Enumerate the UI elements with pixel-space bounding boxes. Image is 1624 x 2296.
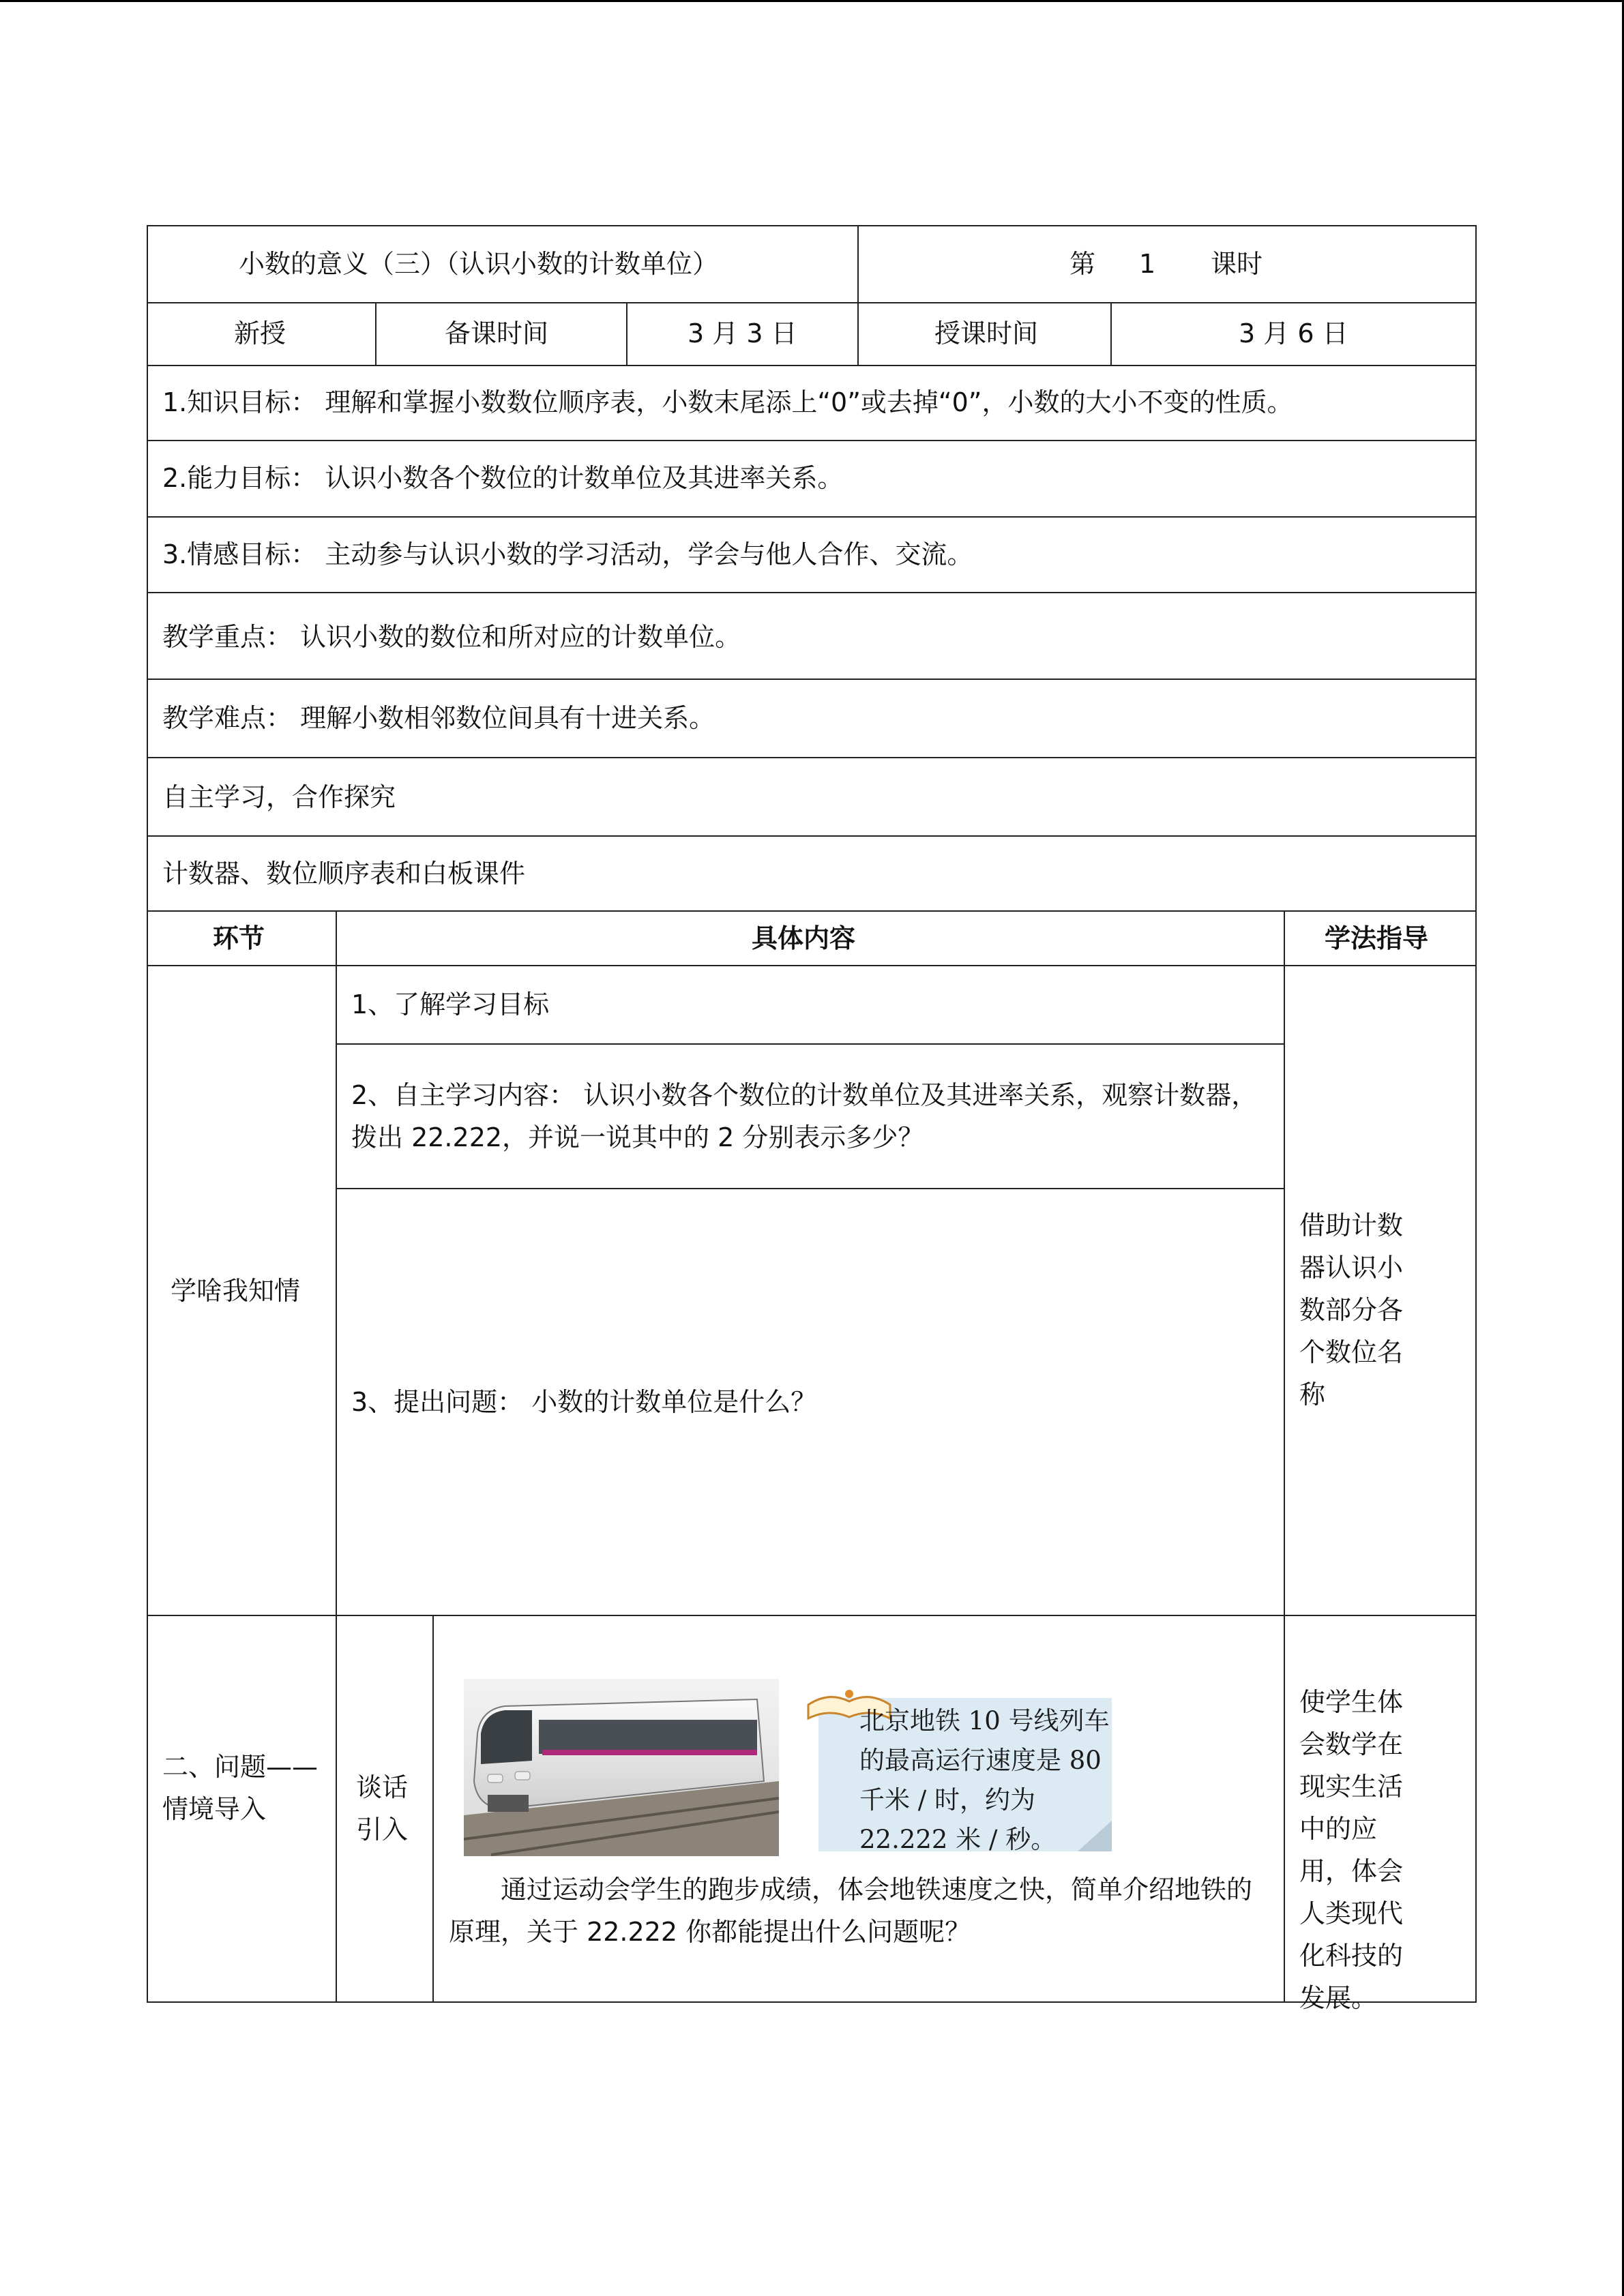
period-suffix: 课时 — [1211, 249, 1263, 279]
callout-text: 北京地铁 10 号线列车的最高运行速度是 80 千米 / 时，约为 22.222 米 / 秒。 — [859, 1706, 1110, 1854]
emotion-goal: 3.情感目标： 主动参与认识小数的学习活动，学会与他人合作、交流。 — [162, 539, 973, 569]
table-line — [336, 910, 337, 2003]
prep-date: 3 月 3 日 — [688, 318, 797, 348]
period-number: 1 — [1139, 249, 1156, 279]
table-line — [375, 302, 377, 365]
table-line — [147, 225, 148, 2003]
section1-item-3: 3、提出问题： 小数的计数单位是什么？ — [351, 1387, 817, 1417]
table-line — [336, 1188, 1284, 1189]
column-header-stage: 环节 — [213, 923, 265, 953]
table-line — [147, 910, 1477, 912]
table-line — [857, 225, 859, 365]
table-line — [336, 1043, 1284, 1045]
section1-guidance: 借助计数器认识小数部分各个数位名称 — [1299, 1210, 1404, 1410]
table-line — [147, 679, 1477, 680]
column-header-content: 具体内容 — [752, 923, 856, 953]
table-line — [1475, 225, 1477, 2003]
section1-item-1: 1、了解学习目标 — [351, 989, 550, 1019]
table-line — [147, 592, 1477, 593]
table-line — [147, 965, 1477, 966]
table-line — [147, 365, 1477, 366]
table-line — [1110, 302, 1112, 365]
section1-stage: 学啥我知情 — [171, 1276, 301, 1306]
section1-item-2: 2、自主学习内容： 认识小数各个数位的计数单位及其进率关系，观察计数器，拨出 22.222，并说一说其中的 2 分别表示多少？ — [351, 1080, 1258, 1152]
table-line — [147, 1615, 1477, 1616]
teaching-materials: 计数器、数位顺序表和白板课件 — [162, 859, 526, 889]
teach-date: 3 月 6 日 — [1239, 318, 1348, 348]
table-line — [147, 440, 1477, 441]
teaching-method: 自主学习，合作探究 — [162, 782, 396, 812]
table-line — [432, 1615, 434, 2003]
section2-stage: 二、问题——情境导入 — [162, 1752, 319, 1824]
table-line — [626, 302, 628, 365]
section2-text: 通过运动会学生的跑步成绩，体会地铁速度之快，简单介绍地铁的原理，关于 22.222 你都能提出什么问题呢？ — [449, 1875, 1253, 1947]
lesson-type: 新授 — [234, 318, 286, 348]
table-line — [147, 2001, 1477, 2003]
difficulty: 教学难点： 理解小数相邻数位间具有十进关系。 — [162, 703, 715, 733]
table-line — [147, 835, 1477, 837]
prep-time-label: 备课时间 — [445, 318, 549, 348]
knowledge-goal: 1.知识目标： 理解和掌握小数数位顺序表，小数末尾添上“0”或去掉“0”，小数的大小不变的性质。 — [162, 387, 1293, 417]
lesson-title: 小数的意义（三）（认识小数的计数单位） — [239, 249, 719, 279]
subway-train-photo — [464, 1679, 779, 1856]
period-prefix: 第 — [1069, 249, 1096, 279]
ability-goal: 2.能力目标： 认识小数各个数位的计数单位及其进率关系。 — [162, 463, 844, 493]
table-line — [147, 516, 1477, 518]
key-point: 教学重点： 认识小数的数位和所对应的计数单位。 — [162, 622, 741, 652]
section2-sub-stage: 谈话引入 — [356, 1772, 409, 1845]
section2-guidance: 使学生体会数学在现实生活中的应用，体会人类现代化科技的发展。 — [1299, 1687, 1404, 2013]
teach-time-label: 授课时间 — [934, 318, 1039, 348]
table-line — [147, 225, 1477, 226]
column-header-guidance: 学法指导 — [1325, 923, 1429, 953]
table-line — [147, 757, 1477, 758]
table-line — [1284, 910, 1285, 2003]
table-line — [147, 302, 1477, 303]
